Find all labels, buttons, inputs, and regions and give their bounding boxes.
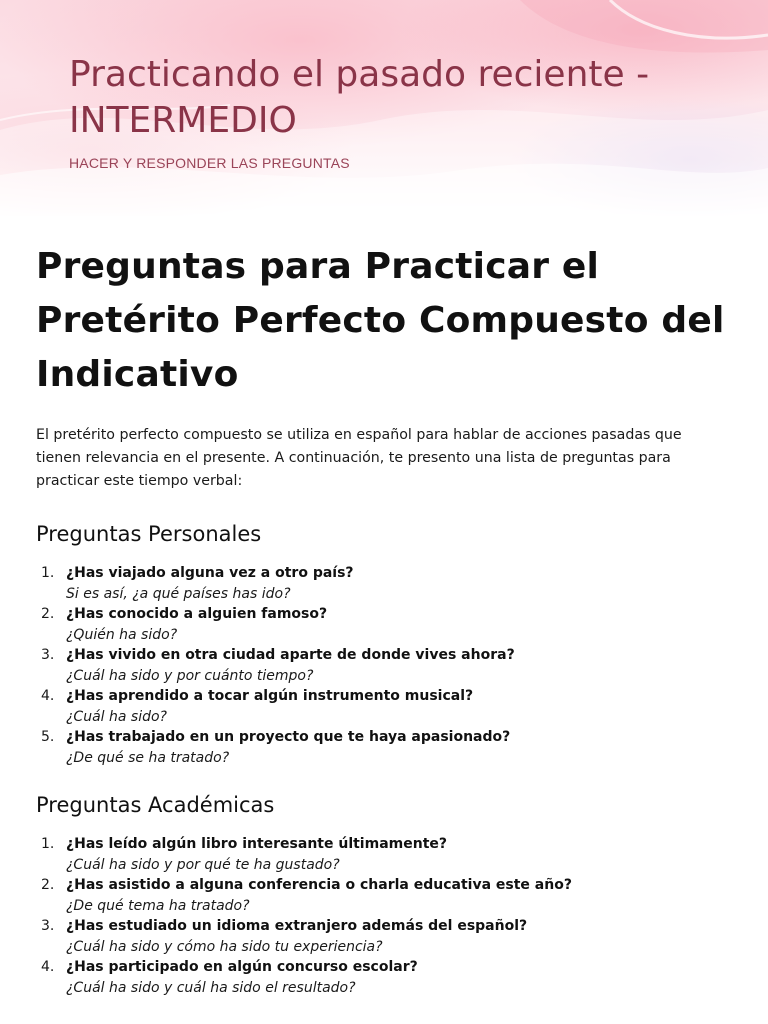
followup-text: ¿Quién ha sido? xyxy=(66,626,178,643)
followup-text: ¿De qué tema ha tratado? xyxy=(66,897,250,914)
header-subtitle: HACER Y RESPONDER LAS PREGUNTAS xyxy=(69,155,350,171)
item-number: 3. xyxy=(41,918,55,934)
question-text: ¿Has vivido en otra ciudad aparte de donde vives ahora? xyxy=(66,647,515,663)
item-number: 2. xyxy=(41,877,55,893)
item-number: 5. xyxy=(41,729,55,745)
question-text: ¿Has participado en algún concurso escolar? xyxy=(66,959,418,975)
item-number: 3. xyxy=(41,647,55,663)
section-heading-personales: Preguntas Personales xyxy=(36,522,262,546)
followup-text: ¿Cuál ha sido y cómo ha sido tu experiencia? xyxy=(66,938,383,955)
main-heading: Preguntas para Practicar el Pretérito Perfecto Compuesto del Indicativo xyxy=(36,246,725,395)
intro-paragraph: El pretérito perfecto compuesto se utiliza en español para hablar de acciones pasadas que tienen relevancia en el presente. A continuación, te presento una lista de preguntas para practicar este tiempo verbal: xyxy=(36,427,682,489)
list-item xyxy=(36,916,736,957)
header-title: Practicando el pasado reciente - INTERMEDIO xyxy=(69,54,650,141)
item-number: 1. xyxy=(41,836,55,852)
item-number: 4. xyxy=(41,688,55,704)
list-item xyxy=(36,834,736,875)
item-number: 2. xyxy=(41,606,55,622)
question-text: ¿Has trabajado en un proyecto que te haya apasionado? xyxy=(66,729,511,745)
question-list-academicas xyxy=(36,834,736,998)
header-banner xyxy=(0,0,768,216)
main-content xyxy=(36,240,736,998)
list-item xyxy=(36,727,736,768)
list-item xyxy=(36,645,736,686)
list-item xyxy=(36,604,736,645)
question-text: ¿Has asistido a alguna conferencia o charla educativa este año? xyxy=(66,877,572,893)
followup-text: ¿Cuál ha sido y cuál ha sido el resultado? xyxy=(66,979,356,996)
list-item xyxy=(36,686,736,727)
followup-text: Si es así, ¿a qué países has ido? xyxy=(66,585,291,602)
followup-text: ¿Cuál ha sido? xyxy=(66,708,167,725)
item-number: 4. xyxy=(41,959,55,975)
followup-text: ¿De qué se ha tratado? xyxy=(66,749,230,766)
list-item xyxy=(36,957,736,998)
question-text: ¿Has viajado alguna vez a otro país? xyxy=(66,565,354,581)
followup-text: ¿Cuál ha sido y por qué te ha gustado? xyxy=(66,856,340,873)
list-item xyxy=(36,563,736,604)
question-text: ¿Has conocido a alguien famoso? xyxy=(66,606,328,622)
question-text: ¿Has leído algún libro interesante últimamente? xyxy=(66,836,448,852)
question-text: ¿Has aprendido a tocar algún instrumento musical? xyxy=(66,688,474,704)
item-number: 1. xyxy=(41,565,55,581)
question-text: ¿Has estudiado un idioma extranjero además del español? xyxy=(66,918,528,934)
section-heading-academicas: Preguntas Académicas xyxy=(36,793,275,817)
followup-text: ¿Cuál ha sido y por cuánto tiempo? xyxy=(66,667,314,684)
list-item xyxy=(36,875,736,916)
question-list-personales xyxy=(36,563,736,768)
